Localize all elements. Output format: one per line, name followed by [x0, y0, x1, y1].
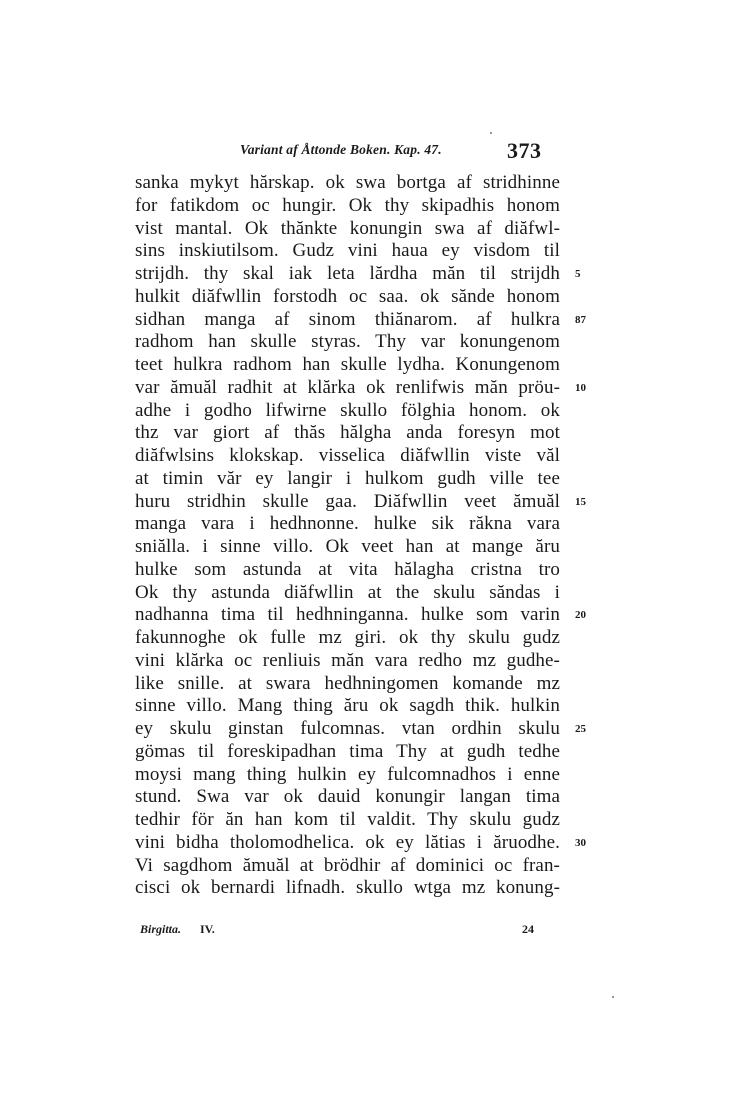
paper-speck	[612, 996, 614, 998]
margin-line-number: 5	[575, 268, 581, 280]
text-line: tedhir för ăn han kom til valdit. Thy skulu gudz	[135, 809, 560, 830]
footer-volume: IV.	[200, 922, 215, 936]
text-line: strijdh. thy skal iak leta lărdha măn til strijdh	[135, 263, 560, 284]
footer-signature-line	[140, 922, 560, 942]
text-line: gömas til foreskipadhan tima Thy at gudh tedhe	[135, 740, 560, 762]
text-line: ey skulu ginstan fulcomnas. vtan ordhin skulu	[135, 718, 560, 739]
text-line: cisci ok bernardi lifnadh. skullo wtga mz konung-	[135, 877, 560, 899]
margin-line-number: 30	[575, 836, 586, 849]
page-number: 373	[507, 138, 542, 163]
text-line: sinne villo. Mang thing ăru ok sagdh thik. hulkin	[135, 695, 560, 717]
text-line: sins inskiutilsom. Gudz vini haua ey visdom til	[135, 240, 560, 262]
footer-sheet-number: 24	[522, 922, 534, 936]
text-line: moysi mang thing hulkin ey fulcomnadhos i enne	[135, 763, 560, 785]
text-line: hulke som astunda at vita hălagha cristna tro	[135, 558, 560, 580]
text-line: at timin văr ey langir i hulkom gudh ville tee	[135, 467, 560, 489]
margin-line-number: 20	[575, 609, 586, 622]
text-line: Vi sagdhom ămuăl at brödhir af dominici oc fran-	[135, 854, 560, 876]
text-line: manga vara i hedhnonne. hulke sik răkna vara	[135, 513, 560, 535]
text-line: hulkit diăfwllin forstodh oc saa. ok sănde honom	[135, 285, 560, 307]
text-line: like snille. at swara hedhningomen komande mz	[135, 672, 560, 694]
text-line: for fatikdom oc hungir. Ok thy skipadhis honom	[135, 194, 560, 216]
text-line: teet hulkra radhom han skulle lydha. Konungenom	[135, 354, 560, 375]
text-line: var ămuăl radhit at klărka ok renlifwis măn pröu-	[135, 376, 560, 398]
text-line: diăfwlsins klokskap. visselica diăfwllin viste văl	[135, 445, 560, 466]
text-line: vini klărka oc renliuis măn vara redho mz gudhe-	[135, 649, 560, 671]
text-line: fakunnoghe ok fulle mz giri. ok thy skulu gudz	[135, 627, 560, 648]
footer-signature: Birgitta.	[140, 922, 182, 936]
text-line: Ok thy astunda diăfwllin at the skulu săndas i	[135, 581, 560, 603]
text-line: nadhanna tima til hedhninganna. hulke som varin	[135, 604, 560, 626]
margin-line-number: 25	[575, 723, 586, 735]
text-line: vist mantal. Ok thănkte konungin swa af diăfwl-	[135, 217, 560, 239]
text-line: sidhan manga af sinom thiănarom. af hulkra	[135, 308, 560, 330]
body-text	[135, 172, 560, 900]
margin-line-number: 87	[575, 313, 586, 326]
running-head-title: Variant af Åttonde Boken. Kap. 47.	[240, 142, 442, 157]
text-line: sniălla. i sinne villo. Ok veet han at mange ăru	[135, 536, 560, 557]
text-line: huru stridhin skulle gaa. Diăfwllin veet ămuăl	[135, 490, 560, 512]
running-head	[0, 138, 752, 166]
text-line: adhe i godho lifwirne skullo fölghia honom. ok	[135, 399, 560, 421]
text-line: stund. Swa var ok dauid konungir langan tima	[135, 786, 560, 808]
text-line: vini bidha tholomodhelica. ok ey lătias i ăruodhe.	[135, 831, 560, 853]
text-line: sanka mykyt hărskap. ok swa bortga af stridhinne	[135, 172, 560, 193]
text-line: thz var giort af thăs hălgha anda foresyn mot	[135, 422, 560, 444]
paper-speck	[490, 132, 492, 134]
margin-line-number: 10	[575, 381, 586, 394]
text-line: radhom han skulle styras. Thy var konungenom	[135, 331, 560, 353]
margin-line-number: 15	[575, 495, 586, 508]
